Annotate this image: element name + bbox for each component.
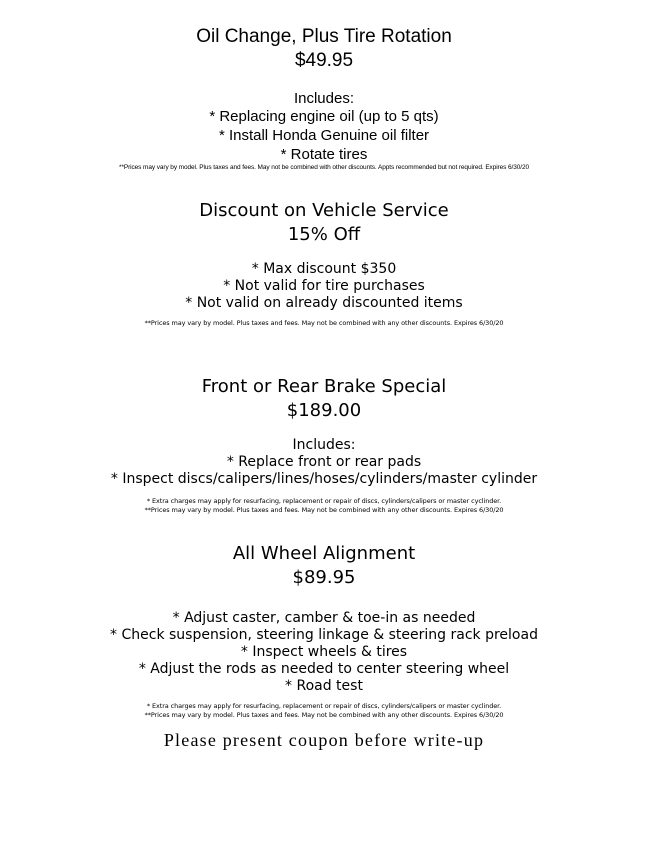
discount-item: * Max discount $350 — [251, 261, 397, 277]
discount-price: 15% Off — [287, 224, 361, 245]
brake-price: $189.00 — [286, 400, 362, 421]
oil-change-item: * Rotate tires — [280, 146, 368, 163]
brake-title: Front or Rear Brake Special — [201, 376, 447, 397]
brake-fine-print: * Extra charges may apply for resurfacing, replacement or repair of discs, cylinders/calipers or master cyclinder. — [146, 497, 502, 505]
discount-fine-print: **Prices may vary by model. Plus taxes and fees. May not be combined with any other discounts. Expires 6/30/20 — [144, 319, 504, 327]
discount-item: * Not valid for tire purchases — [223, 278, 425, 294]
discount-title: Discount on Vehicle Service — [199, 200, 449, 221]
oil-change-title: Oil Change, Plus Tire Rotation — [196, 26, 452, 47]
alignment-fine-print: **Prices may vary by model. Plus taxes and fees. May not be combined with any other discounts. Expires 6/30/20 — [144, 711, 504, 719]
oil-change-item: * Install Honda Genuine oil filter — [218, 127, 430, 144]
oil-change-includes-label: Includes: — [293, 90, 355, 107]
alignment-item: * Adjust the rods as needed to center steering wheel — [138, 661, 510, 677]
alignment-price: $89.95 — [292, 567, 356, 588]
brake-item: * Replace front or rear pads — [226, 454, 422, 470]
alignment-item: * Adjust caster, camber & toe-in as needed — [172, 610, 476, 626]
brake-includes-label: Includes: — [292, 437, 356, 453]
brake-item: * Inspect discs/calipers/lines/hoses/cylinders/master cylinder — [110, 471, 538, 487]
discount-item: * Not valid on already discounted items — [185, 295, 463, 311]
brake-fine-print: **Prices may vary by model. Plus taxes and fees. May not be combined with any other discounts. Expires 6/30/20 — [144, 506, 504, 514]
alignment-item: * Road test — [285, 678, 363, 694]
oil-change-item: * Replacing engine oil (up to 5 qts) — [209, 108, 439, 125]
oil-change-fine-print: **Prices may vary by model. Plus taxes and fees. May not be combined with other discounts. Appts recommended but not required. Expires 6/30/20 — [119, 164, 529, 171]
alignment-fine-print: * Extra charges may apply for resurfacing, replacement or repair of discs, cylinders/calipers or master cyclinder. — [146, 702, 502, 710]
alignment-item: * Check suspension, steering linkage & steering rack preload — [110, 627, 538, 643]
footer-note: Please present coupon before write-up — [163, 730, 485, 750]
alignment-title: All Wheel Alignment — [232, 543, 416, 564]
alignment-item: * Inspect wheels & tires — [240, 644, 408, 660]
oil-change-price: $49.95 — [294, 50, 354, 71]
